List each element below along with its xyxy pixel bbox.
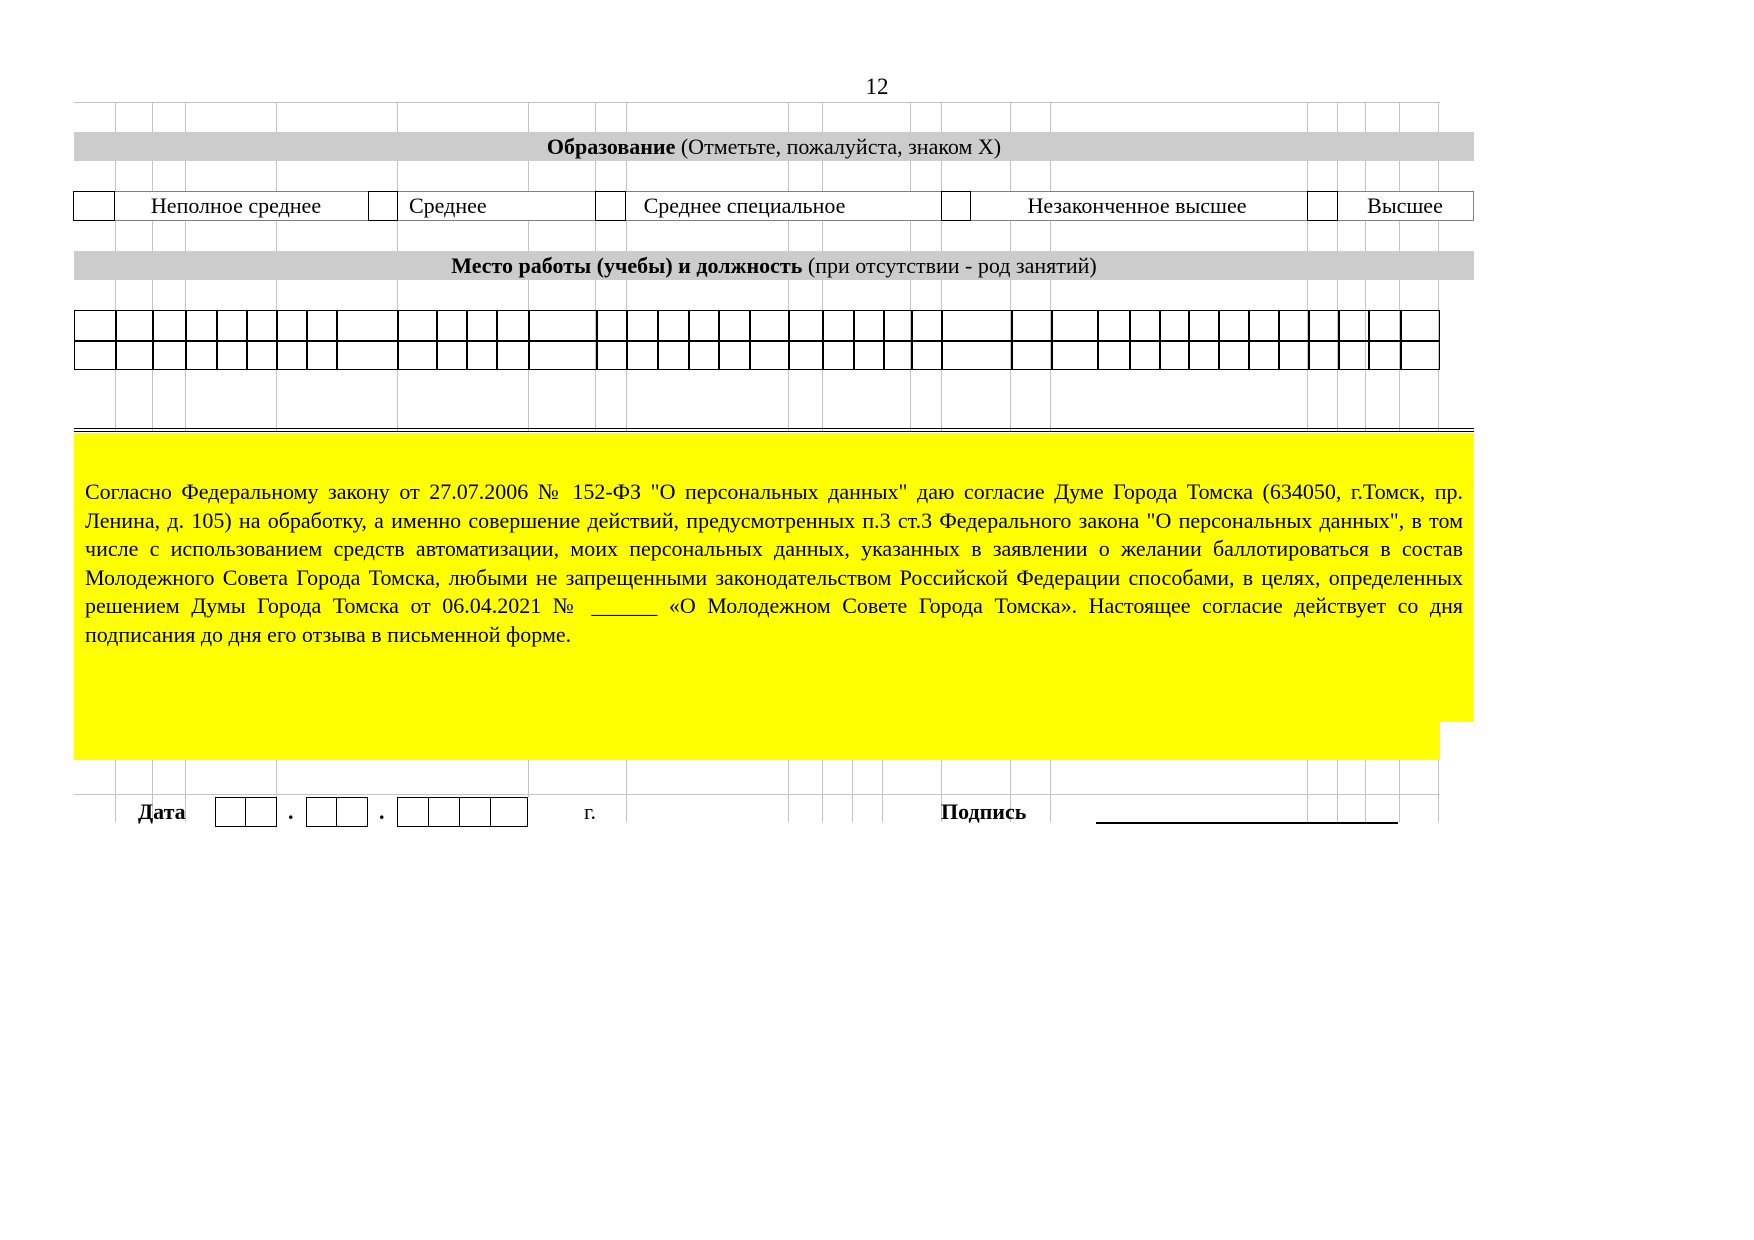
checkbox-higher[interactable] — [1307, 191, 1338, 221]
date-year-digit-4[interactable] — [490, 797, 528, 827]
option-secondary: Среднее — [399, 192, 559, 220]
date-day-digit-1[interactable] — [215, 797, 247, 827]
signature-line[interactable] — [1096, 822, 1398, 824]
work-input-grid[interactable] — [74, 310, 1440, 370]
separator-rule-bottom — [74, 431, 1474, 432]
education-options-row — [74, 191, 1474, 221]
checkbox-secondary[interactable] — [368, 191, 398, 221]
checkbox-incomplete-higher[interactable] — [941, 191, 971, 221]
date-month-digit-2[interactable] — [336, 797, 368, 827]
date-separator-2: . — [379, 799, 385, 824]
education-header — [74, 132, 1474, 161]
work-title: Место работы (учебы) и должность — [451, 253, 803, 278]
date-year-digit-2[interactable] — [428, 797, 461, 827]
date-year-digit-1[interactable] — [397, 797, 430, 827]
education-note: (Отметьте, пожалуйста, знаком Х) — [680, 134, 1002, 159]
work-note: (при отсутствии - род занятий) — [807, 253, 1097, 278]
date-separator-1: . — [288, 799, 294, 824]
signature-label: Подпись — [941, 799, 1027, 824]
option-incomplete-higher: Незаконченное высшее — [972, 192, 1302, 220]
page-number: 12 — [865, 74, 889, 99]
date-month-digit-1[interactable] — [306, 797, 338, 827]
date-signature-row — [0, 797, 1754, 827]
date-year-digit-3[interactable] — [459, 797, 492, 827]
option-higher: Высшее — [1339, 192, 1471, 220]
consent-text: Согласно Федеральному закону от 27.07.2006 № 152-ФЗ "О персональных данных" даю согласие Думе Города Томска (634050, г.Томск, пр. Ленина, д. 105) на обработку, а именно совершение действий, предусмотренных п.3 ст.3 Федерального закона "О персональных данных", в том числе с использованием средств автоматизации, моих персональных данных, указанных в заявлении о желании баллотироваться в состав Молодежного Совета Города Томска, любыми не запрещенными законодательством Российской Федерации способами, в целях, определенных решением Думы Города Томска от 06.04.2021 № ______ «О Молодежном Совете Города Томска». Настоящее согласие действует со дня подписания до дня его отзыва в письменной форме. — [85, 479, 1463, 647]
option-specialized-secondary: Среднее специальное — [627, 192, 862, 220]
date-day-digit-2[interactable] — [245, 797, 277, 827]
education-title: Образование — [546, 134, 676, 159]
consent-highlight-extension — [74, 722, 1440, 760]
year-suffix: г. — [584, 799, 597, 824]
option-incomplete-secondary: Неполное среднее — [116, 192, 356, 220]
work-header — [74, 251, 1474, 280]
separator-rule-top — [74, 428, 1474, 429]
checkbox-specialized-secondary[interactable] — [595, 191, 626, 221]
checkbox-incomplete-secondary[interactable] — [73, 191, 115, 221]
date-label: Дата — [138, 799, 186, 824]
